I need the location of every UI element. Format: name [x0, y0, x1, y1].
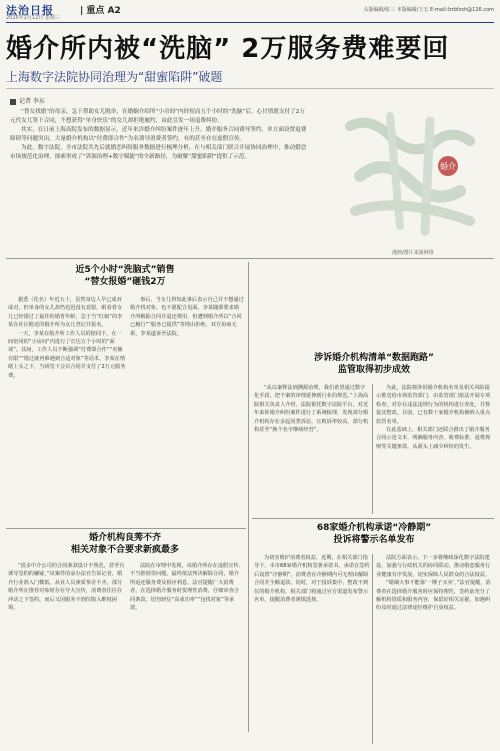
article2-column-left [8, 562, 126, 746]
article3-title [254, 352, 494, 376]
lead-paragraphs [10, 108, 310, 163]
article3-title-line1: 涉诉婚介机构清单“数据跑路” [314, 353, 434, 363]
page-subhead: 上海数字法院协同治理为“甜蜜陷阱”破题 [6, 70, 223, 84]
calligraphy-illustration [330, 96, 490, 246]
newspaper-logo: 法治日报 [6, 4, 54, 17]
page-headline: 婚介所内被“洗脑” 2万服务费难要回 [6, 34, 450, 64]
article4-title-line1: 68家婚介机构承诺“冷静期” [316, 523, 432, 533]
article3-paragraph: 为此，法院将涉诉婚介机构名单及相关风险提示推送给市场监管部门，由监管部门依法开展专项检查，对存在违法违规行为的机构进行查处，并督促其整改。目前，已有数十家婚介机构被纳入重点监管名单。 [376, 385, 491, 425]
article4-column-right [376, 554, 492, 746]
editor-info: 头版编辑/张三 本版编辑/王五 E-mail:fzrbfzsh@126.com [363, 7, 494, 13]
article1-paragraph: 事后，当女儿得知此事后表示自己并不想通过婚介找对象，也不愿配合见面。李某随即要求婚介所解除合同并退还费用，但遭到婚介所以“合同已履行”“服务已提供”等理由拒绝，双方协商无果，李某遂诉至法院。 [130, 297, 244, 337]
lead-paragraph: 其实，在日前上海高院发布的数据显示，近年来涉婚介纠纷案件逐年上升，婚介服务合同诱导签约、单方面设置退费障碍等问题突出，大量婚介机构以“付费即合作”为名诱导消费者签约，有的甚至存在虚假宣传。 [10, 127, 307, 142]
article2-title-line2: 相关对象不合要求新疯最多 [70, 545, 179, 555]
section-label: | 重点 A2 [80, 6, 121, 16]
article1-paragraph: 据悉（化名）年近五十，虽然身边人早已成双成对，但单身的女儿却仍迟迟没有意愿。眼看着女儿已经错过了最佳的婚育年龄，急于当“红娘”的李某在社区附近的婚介所为女儿登记并报名。 [8, 297, 123, 329]
column-divider [248, 262, 249, 732]
column-divider [372, 554, 373, 744]
lead-paragraph: 为此，数字法院，全市法院共先后就婚恋纠纷服务数据进行梳理分析，在与相关部门联合开展协同治理中，推动婚恋市场规范化治理，探索形成了“诉源治理+数字赋能”的全新路径，为破解“甜蜜陷阱”提供了示范。 [10, 145, 307, 160]
seal-text: 婚介 [440, 162, 456, 171]
article3-column-left [254, 384, 370, 514]
article3-column-right [376, 384, 492, 514]
article1-title [10, 264, 240, 288]
article1-column-right [130, 296, 244, 526]
column-divider [372, 384, 373, 514]
article1-paragraph: 一天，李某在婚介所工作人员的陪同下，在一间密闭的“小房间”内进行了长达五个小时的“面谈”。其间，工作人员不断强调“付费即合作”“名额有限”“错过就再难遇到合适对象”等话术，李某在情绪上头之下，当场签下会员合同并支付了2万元服务费。 [8, 330, 126, 379]
article3-paragraph: “从以案释法到溯源治理，我们希望通过数字化手段，把个案的审理延伸到行业的规范。”上海高院相关负责人介绍，法院依托数字法院平台，对近年来涉婚介纠纷案件进行了系统梳理，发现部分婚介机构存在多起同类诉讼，且败诉率较高，部分机构甚至“换个名字继续经营”。 [254, 385, 369, 434]
article1-title-line2: “替女报婚”砸钱2万 [84, 277, 166, 287]
masthead [6, 2, 494, 20]
illustration-credit: 漫画/图片来源网络 [392, 250, 434, 256]
masthead-rule [6, 22, 494, 23]
article3-title-line2: 监管取得初步成效 [337, 365, 410, 375]
article2-column-right [130, 562, 244, 746]
byline-text: 记者 李东 [19, 98, 45, 105]
article1-column-left [8, 296, 126, 526]
headline-divider [6, 88, 494, 89]
lead-paragraph: “替女找婚”的母亲，急于帮助女儿脱单，在婚姻介绍所“小房间”内经短而五个小时的“洗脑”后，心甘情愿支付了2万元代女儿签下合同，不想获得“单身快乐”的女儿却拒绝履约，由此引发一场退费纠纷。 [10, 109, 305, 124]
section-divider [6, 258, 494, 259]
article1-title-line1: 近5个小时“洗脑式”销售 [75, 265, 175, 275]
article2-paragraph: “很多中介公司的合同条款设计不规范，甚至有诱导签约的嫌疑，”该案件的承办法官告诉记者，婚介行业准入门槛低、从业人员素质参差不齐，部分婚介所在推荐对象时存在夸大宣传，消费者往往在冲动之下签约，而后又因服务不到位陷入维权困境。 [8, 563, 125, 612]
article4-column-left [254, 554, 370, 746]
article4-paragraph: “婚姻大事不能靠‘一锤子买卖’，”法官提醒，消费者在选择婚介服务时应保持理性，签约前充分了解机构资质和服务内容，保留好相关证据，如遇纠纷及时通过法律途径维护自身权益。 [376, 580, 491, 612]
article-divider [252, 518, 494, 519]
article-divider [6, 528, 246, 529]
article2-title [10, 532, 240, 556]
article4-paragraph: 为切实维护消费者权益，近期，在相关部门指导下，本市68家婚介机构签署承诺书，承诺在签约后设置“冷静期”，消费者在冷静期内可无理由解除合同并全额退款。同时，对于投诉集中、整改不到位的婚介机构，相关部门将通过官方渠道发布警示名单，提醒消费者谨慎选择。 [254, 555, 370, 604]
article4-paragraph: 法院方面表示，下一步将继续深化数字法院建设，加强与行政机关的协同联动，推动婚恋服务行业健康有序发展，切实保障人民群众的合法权益。 [376, 555, 491, 578]
article2-paragraph: 法院在审理中发现，该婚介所存在虚假宣传、不当推销等问题，最终依法判决解除合同，婚介所返还服务费及相应利息。法官提醒广大消费者，在选择婚介服务时要理性消费，仔细审查合同条款，切勿轻信“高成功率”“包找对象”等承诺。 [130, 563, 244, 612]
article3-paragraph: 在此基础上，相关部门还联合推出了婚介服务合同示范文本，明确服务内容、收费标准、退费规则等关键条款，从源头上减少纠纷的发生。 [376, 427, 491, 450]
byline-marker-icon [10, 99, 16, 105]
article4-title-line2: 投诉将警示名单发布 [333, 535, 415, 545]
byline [10, 96, 45, 105]
article4-title [254, 522, 494, 546]
article2-title-line1: 婚介机构良莠不齐 [88, 533, 161, 543]
issue-date: 2025年2月12日 星期三 [6, 15, 60, 21]
